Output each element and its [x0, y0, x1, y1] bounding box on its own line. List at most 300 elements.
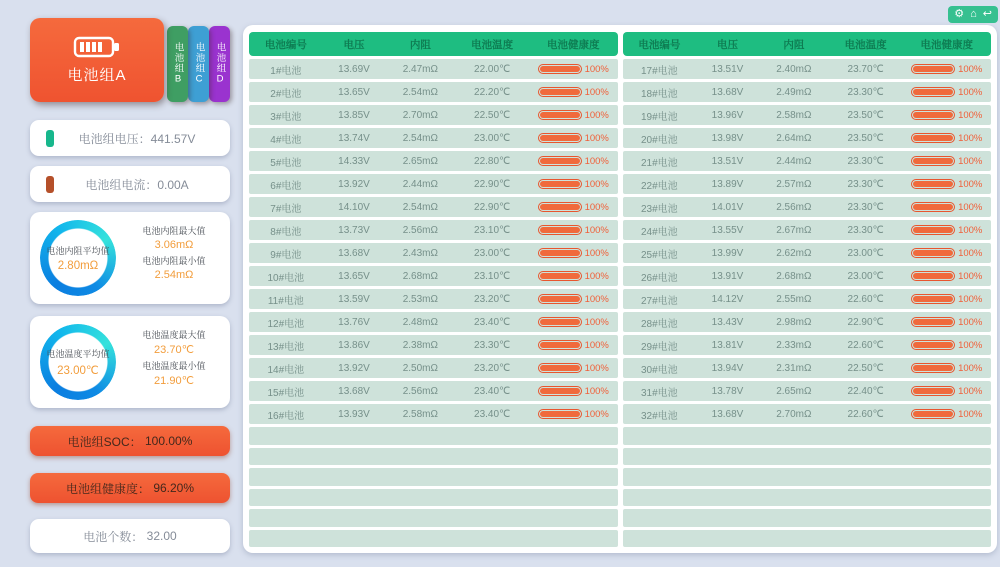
table-row: [623, 197, 992, 217]
battery-voltage: 14.12V: [711, 293, 744, 305]
health-bar: [911, 317, 955, 327]
count-value: 32.00: [146, 529, 177, 543]
table-header: [623, 32, 992, 56]
resistance-gauge: [40, 220, 116, 296]
table-row: [623, 151, 992, 171]
temperature-gauge: [40, 324, 116, 400]
battery-resistance: 2.53mΩ: [402, 293, 438, 305]
health-bar: [911, 248, 955, 258]
battery-id: 19#电池: [641, 111, 678, 123]
health-percent: 100%: [958, 247, 983, 259]
col-temperature: 电池温度: [844, 38, 887, 51]
battery-id: 30#电池: [641, 364, 678, 376]
home-icon[interactable]: ⌂: [970, 8, 977, 20]
battery-resistance: 2.98mΩ: [776, 316, 812, 328]
table-row: [249, 266, 618, 286]
battery-resistance: 2.54mΩ: [402, 86, 438, 98]
battery-health-cell: [903, 248, 991, 259]
sidebar: [30, 18, 230, 553]
tab-battery-group-a[interactable]: [30, 18, 164, 102]
settings-icon[interactable]: ⚙: [954, 8, 965, 20]
battery-voltage: 13.68V: [338, 247, 370, 259]
battery-id: 23#电池: [641, 203, 678, 215]
battery-voltage: 13.65V: [338, 270, 370, 282]
health-value: 96.20%: [153, 481, 195, 495]
health-percent: 100%: [584, 247, 609, 259]
battery-voltage: 13.92V: [338, 178, 370, 190]
battery-id: 11#电池: [267, 295, 304, 307]
battery-resistance: 2.58mΩ: [402, 408, 438, 420]
health-bar: [911, 386, 955, 396]
battery-temperature: 23.30℃: [847, 155, 884, 167]
battery-resistance: 2.38mΩ: [402, 339, 438, 351]
table-row: [249, 82, 618, 102]
health-bar: [538, 340, 582, 350]
health-label: 电池组健康度：: [65, 481, 150, 496]
table-row: [249, 312, 618, 332]
health-percent: 100%: [958, 270, 983, 282]
group-current-card: [30, 166, 230, 202]
health-percent: 100%: [584, 270, 609, 282]
health-bar: [538, 110, 582, 120]
empty-row: [249, 448, 618, 466]
battery-temperature: 22.50℃: [847, 362, 884, 374]
tab-battery-group-d[interactable]: 电池组D: [209, 26, 230, 102]
battery-temperature: 23.00℃: [847, 247, 884, 259]
battery-health-cell: [903, 179, 991, 190]
battery-voltage: 13.51V: [711, 155, 744, 167]
battery-resistance: 2.57mΩ: [776, 178, 812, 190]
battery-resistance: 2.44mΩ: [776, 155, 812, 167]
battery-id: 3#电池: [270, 111, 302, 123]
empty-row: [623, 509, 992, 527]
battery-health-cell: [903, 202, 991, 213]
col-battery-id: 电池编号: [264, 38, 307, 51]
battery-resistance: 2.67mΩ: [776, 224, 812, 236]
table-header: [249, 32, 618, 56]
active-group-label: 电池组A: [67, 67, 127, 84]
battery-temperature: 22.20℃: [474, 86, 511, 98]
health-bar: [538, 156, 582, 166]
battery-temperature: 22.80℃: [474, 155, 511, 167]
battery-voltage: 13.86V: [338, 339, 370, 351]
battery-resistance: 2.33mΩ: [776, 339, 812, 351]
empty-row: [249, 489, 618, 507]
battery-icon: [73, 35, 121, 59]
battery-temperature: 22.60℃: [847, 408, 884, 420]
battery-resistance: 2.54mΩ: [402, 201, 438, 213]
table-row: [249, 381, 618, 401]
empty-row: [249, 427, 618, 445]
battery-group-tabs: [30, 18, 230, 102]
battery-id: 29#电池: [641, 341, 678, 353]
battery-resistance: 2.70mΩ: [402, 109, 438, 121]
table-row: [249, 174, 618, 194]
battery-temperature: 23.20℃: [474, 362, 511, 374]
battery-temperature: 23.30℃: [847, 224, 884, 236]
health-percent: 100%: [958, 224, 983, 236]
battery-id: 20#电池: [641, 134, 678, 146]
battery-health-cell: [529, 64, 617, 75]
battery-health-cell: [529, 340, 617, 351]
health-percent: 100%: [958, 63, 983, 75]
empty-row: [623, 489, 992, 507]
health-bar: [911, 340, 955, 350]
table-row: [623, 312, 992, 332]
battery-resistance: 2.70mΩ: [776, 408, 812, 420]
empty-row: [623, 530, 992, 548]
battery-temperature: 23.10℃: [474, 270, 511, 282]
temperature-gauge-card: [30, 316, 230, 408]
health-percent: 100%: [584, 201, 609, 213]
battery-id: 17#电池: [641, 65, 678, 77]
group-soc-card: [30, 426, 230, 456]
battery-resistance: 2.56mΩ: [402, 385, 438, 397]
battery-health-cell: [529, 156, 617, 167]
battery-temperature: 23.00℃: [847, 270, 884, 282]
battery-health-cell: [903, 271, 991, 282]
col-health: 电池健康度: [546, 38, 600, 51]
health-percent: 100%: [958, 362, 983, 374]
empty-row: [623, 448, 992, 466]
battery-health-cell: [529, 271, 617, 282]
battery-health-cell: [903, 386, 991, 397]
battery-voltage: 14.01V: [711, 201, 744, 213]
battery-id: 16#电池: [267, 410, 305, 422]
health-bar: [911, 202, 955, 212]
battery-temperature: 23.00℃: [474, 132, 511, 144]
resistance-min-label: 电池内阻最小值: [142, 256, 206, 266]
battery-resistance: 2.50mΩ: [402, 362, 438, 374]
battery-voltage: 13.68V: [338, 385, 370, 397]
health-bar: [538, 386, 582, 396]
battery-resistance: 2.65mΩ: [402, 155, 438, 167]
battery-voltage: 13.91V: [711, 270, 744, 282]
battery-health-cell: [903, 87, 991, 98]
battery-health-cell: [903, 294, 991, 305]
health-bar: [538, 409, 582, 419]
battery-temperature: 23.20℃: [474, 293, 511, 305]
health-percent: 100%: [584, 385, 609, 397]
battery-health-cell: [903, 409, 991, 420]
battery-resistance: 2.62mΩ: [776, 247, 812, 259]
battery-id: 9#电池: [270, 249, 302, 261]
health-bar: [911, 409, 955, 419]
battery-voltage: 13.99V: [711, 247, 744, 259]
table-row: [249, 220, 618, 240]
battery-resistance: 2.64mΩ: [776, 132, 812, 144]
health-bar: [538, 317, 582, 327]
battery-health-cell: [529, 386, 617, 397]
table-row: [623, 266, 992, 286]
battery-voltage: 13.59V: [338, 293, 370, 305]
health-percent: 100%: [584, 63, 609, 75]
battery-id: 8#电池: [270, 226, 302, 238]
table-row: [249, 358, 618, 378]
battery-resistance: 2.58mΩ: [776, 109, 812, 121]
battery-voltage: 14.33V: [338, 155, 370, 167]
battery-resistance: 2.49mΩ: [776, 86, 812, 98]
battery-health-cell: [529, 248, 617, 259]
battery-resistance: 2.40mΩ: [776, 63, 812, 75]
health-bar: [538, 225, 582, 235]
battery-voltage: 13.81V: [711, 339, 744, 351]
battery-id: 12#电池: [267, 318, 305, 330]
battery-resistance: 2.54mΩ: [402, 132, 438, 144]
battery-id: 32#电池: [641, 410, 678, 422]
table-row: [623, 358, 992, 378]
battery-voltage: 13.78V: [711, 385, 744, 397]
table-row: [249, 197, 618, 217]
health-bar: [911, 225, 955, 235]
table-row: [623, 82, 992, 102]
health-percent: 100%: [584, 178, 609, 190]
health-bar: [911, 179, 955, 189]
temperature-max-label: 电池温度最大值: [142, 330, 206, 340]
battery-temperature: 23.00℃: [474, 247, 511, 259]
tab-battery-group-c[interactable]: 电池组C: [188, 26, 209, 102]
battery-resistance: 2.56mΩ: [776, 201, 812, 213]
battery-temperature: 22.50℃: [474, 109, 511, 121]
health-percent: 100%: [584, 109, 609, 121]
health-percent: 100%: [584, 86, 609, 98]
battery-temperature: 23.70℃: [847, 63, 884, 75]
table-row: [249, 151, 618, 171]
empty-row: [249, 468, 618, 486]
battery-table-right: [623, 32, 992, 546]
battery-id: 21#电池: [641, 157, 678, 169]
health-bar: [911, 64, 955, 74]
battery-id: 7#电池: [270, 203, 302, 215]
table-row: [249, 105, 618, 125]
group-health-card: [30, 473, 230, 503]
health-bar: [911, 294, 955, 304]
health-percent: 100%: [958, 316, 983, 328]
battery-temperature: 23.30℃: [474, 339, 511, 351]
battery-health-cell: [903, 317, 991, 328]
battery-health-cell: [529, 225, 617, 236]
health-percent: 100%: [958, 132, 983, 144]
temperature-avg-label: 电池温度平均值: [46, 349, 110, 359]
battery-health-cell: [903, 110, 991, 121]
table-row: [249, 59, 618, 79]
mini-toolbar: [948, 6, 998, 23]
temperature-min-value: 21.90℃: [154, 375, 194, 387]
battery-id: 15#电池: [267, 387, 305, 399]
group-voltage-value: 441.57V: [150, 131, 196, 146]
group-current-label: 电池组电流：: [85, 177, 158, 192]
battery-id: 25#电池: [641, 249, 678, 261]
battery-temperature: 22.00℃: [474, 63, 511, 75]
battery-id: 1#电池: [270, 65, 302, 77]
soc-value: 100.00%: [144, 434, 193, 448]
group-current-value: 0.00A: [157, 177, 189, 192]
battery-count-card: [30, 519, 230, 553]
current-battery-icon: [46, 176, 54, 193]
count-label: 电池个数：: [83, 529, 144, 544]
battery-voltage: 13.93V: [338, 408, 370, 420]
table-row: [623, 59, 992, 79]
battery-health-cell: [529, 317, 617, 328]
battery-resistance: 2.44mΩ: [402, 178, 438, 190]
battery-voltage: 13.51V: [711, 63, 744, 75]
battery-id: 26#电池: [641, 272, 678, 284]
soc-label: 电池组SOC：: [67, 434, 142, 449]
health-percent: 100%: [958, 408, 983, 420]
battery-id: 22#电池: [641, 180, 678, 192]
empty-row: [623, 427, 992, 445]
battery-temperature: 23.10℃: [474, 224, 511, 236]
battery-health-cell: [903, 133, 991, 144]
battery-id: 28#电池: [641, 318, 678, 330]
health-bar: [538, 64, 582, 74]
table-row: [623, 381, 992, 401]
group-voltage-label: 电池组电压：: [78, 131, 151, 146]
battery-health-cell: [903, 225, 991, 236]
battery-health-cell: [529, 133, 617, 144]
battery-id: 18#电池: [641, 88, 678, 100]
battery-health-cell: [903, 64, 991, 75]
health-bar: [911, 363, 955, 373]
health-percent: 100%: [584, 339, 609, 351]
battery-health-cell: [529, 202, 617, 213]
table-row: [249, 128, 618, 148]
battery-temperature: 22.60℃: [847, 339, 884, 351]
battery-resistance: 2.68mΩ: [402, 270, 438, 282]
empty-row: [623, 468, 992, 486]
battery-voltage: 13.74V: [338, 132, 370, 144]
health-bar: [911, 110, 955, 120]
resistance-min-value: 2.54mΩ: [154, 269, 194, 281]
health-percent: 100%: [958, 201, 983, 213]
health-bar: [538, 294, 582, 304]
battery-temperature: 23.30℃: [847, 201, 884, 213]
health-percent: 100%: [584, 362, 609, 374]
battery-temperature: 23.40℃: [474, 385, 511, 397]
health-percent: 100%: [584, 408, 609, 420]
health-percent: 100%: [958, 385, 983, 397]
empty-row: [249, 509, 618, 527]
battery-voltage: 13.94V: [711, 362, 744, 374]
resistance-gauge-card: [30, 212, 230, 304]
health-bar: [538, 202, 582, 212]
health-bar: [538, 133, 582, 143]
battery-table-left: [249, 32, 618, 546]
health-percent: 100%: [958, 293, 983, 305]
battery-health-cell: [529, 363, 617, 374]
battery-resistance: 2.31mΩ: [776, 362, 812, 374]
health-bar: [911, 133, 955, 143]
battery-voltage: 13.92V: [338, 362, 370, 374]
health-percent: 100%: [584, 316, 609, 328]
battery-temperature: 23.50℃: [847, 132, 884, 144]
table-row: [249, 335, 618, 355]
health-percent: 100%: [958, 339, 983, 351]
battery-health-cell: [903, 340, 991, 351]
battery-voltage: 13.43V: [711, 316, 744, 328]
table-row: [623, 243, 992, 263]
col-resistance: 内阻: [783, 38, 805, 51]
table-row: [623, 220, 992, 240]
battery-voltage: 13.68V: [711, 408, 744, 420]
resistance-avg-value: 2.80mΩ: [57, 260, 99, 272]
health-percent: 100%: [584, 224, 609, 236]
table-row: [623, 404, 992, 424]
col-health: 电池健康度: [920, 38, 973, 51]
table-row: [623, 174, 992, 194]
battery-resistance: 2.68mΩ: [776, 270, 812, 282]
battery-id: 27#电池: [641, 295, 678, 307]
battery-resistance: 2.47mΩ: [402, 63, 438, 75]
col-voltage: 电压: [343, 38, 365, 51]
battery-temperature: 22.90℃: [474, 201, 511, 213]
battery-voltage: 13.98V: [711, 132, 744, 144]
health-bar: [538, 363, 582, 373]
table-row: [249, 243, 618, 263]
battery-voltage: 13.65V: [338, 86, 370, 98]
table-row: [249, 404, 618, 424]
health-percent: 100%: [958, 178, 983, 190]
battery-resistance: 2.43mΩ: [402, 247, 438, 259]
resistance-avg-label: 电池内阻平均值: [46, 246, 110, 256]
temperature-min-label: 电池温度最小值: [142, 361, 206, 371]
health-bar: [911, 271, 955, 281]
health-bar: [911, 87, 955, 97]
battery-voltage: 13.69V: [338, 63, 370, 75]
battery-health-cell: [903, 363, 991, 374]
battery-resistance: 2.48mΩ: [402, 316, 438, 328]
battery-resistance: 2.55mΩ: [776, 293, 812, 305]
health-bar: [538, 87, 582, 97]
battery-temperature: 22.40℃: [847, 385, 884, 397]
battery-health-cell: [529, 409, 617, 420]
battery-health-cell: [529, 179, 617, 190]
battery-health-cell: [529, 294, 617, 305]
table-row: [623, 335, 992, 355]
battery-voltage: 13.73V: [338, 224, 370, 236]
battery-voltage: 13.55V: [711, 224, 744, 236]
col-voltage: 电压: [717, 38, 738, 51]
battery-id: 6#电池: [270, 180, 302, 192]
battery-id: 5#电池: [270, 157, 302, 169]
table-row: [623, 105, 992, 125]
back-icon[interactable]: ↩: [982, 8, 992, 20]
health-percent: 100%: [958, 86, 983, 98]
col-battery-id: 电池编号: [638, 38, 681, 51]
battery-temperature: 23.40℃: [474, 316, 511, 328]
battery-id: 10#电池: [267, 272, 305, 284]
battery-id: 14#电池: [267, 364, 305, 376]
battery-id: 24#电池: [641, 226, 678, 238]
battery-health-cell: [529, 87, 617, 98]
battery-temperature: 23.30℃: [847, 178, 884, 190]
resistance-max-label: 电池内阻最大值: [142, 226, 206, 236]
battery-temperature: 23.50℃: [847, 109, 884, 121]
col-resistance: 内阻: [409, 38, 431, 51]
health-bar: [538, 179, 582, 189]
health-bar: [538, 271, 582, 281]
tab-battery-group-b[interactable]: 电池组B: [167, 26, 188, 102]
health-percent: 100%: [584, 132, 609, 144]
battery-id: 2#电池: [270, 88, 302, 100]
battery-health-cell: [529, 110, 617, 121]
battery-health-cell: [903, 156, 991, 167]
resistance-max-value: 3.06mΩ: [154, 239, 194, 251]
battery-temperature: 22.60℃: [847, 293, 884, 305]
col-temperature: 电池温度: [471, 38, 514, 51]
health-bar: [538, 248, 582, 258]
battery-resistance: 2.65mΩ: [776, 385, 812, 397]
